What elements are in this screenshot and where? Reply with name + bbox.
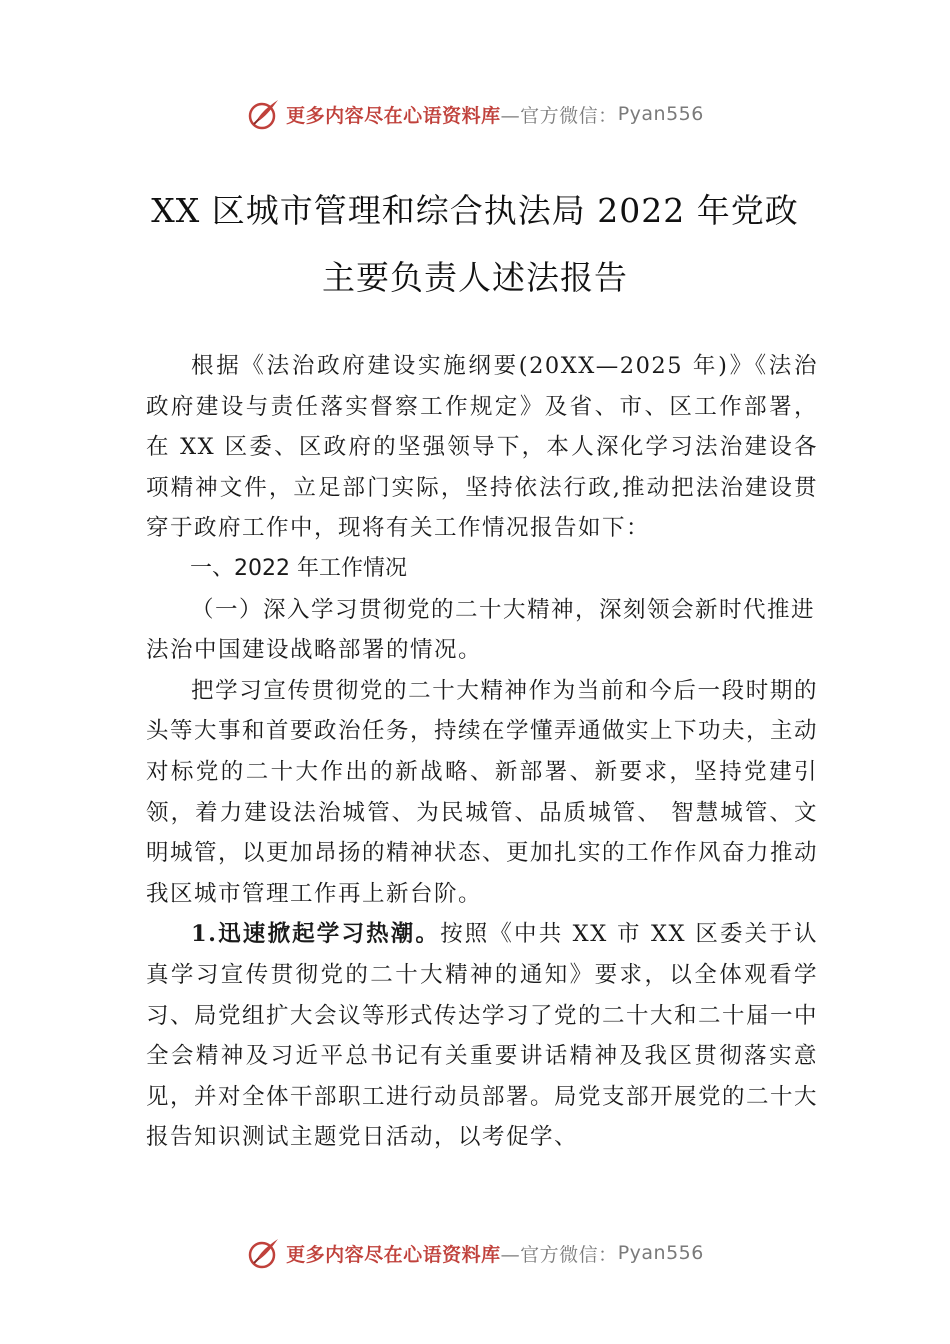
watermark-wechat-id: Pyan556 [617,103,704,125]
item-1-lead: 1.迅速掀起学习热潮。 [191,921,441,948]
document-title-line1: XX 区城市管理和综合执法局 2022 年党政 [151,191,799,230]
intro-paragraph: 根据《法治政府建设实施纲要(20XX—2025 年)》《法治政府建设与责任落实督察工作规定》及省、市、区工作部署， 在 XX 区委、区政府的坚强领导下，本人深化学习法治建设各项精神文件，立足部门实际，坚持依法行政,推动把法治建设贯穿于政府工作中，现将有关工作情况报告如下： [146,353,818,542]
watermark-grey-text: —官方微信： [500,1243,618,1266]
section-heading-1: 一、2022 年工作情况 [190,555,407,581]
watermark-red-text: 更多内容尽在心语资料库 [286,104,501,127]
document-body [146,346,818,1158]
item-1-paragraph [146,914,818,1158]
watermark-banner-bottom [0,1233,950,1273]
document-title-line2: 主要负责人述法报告 [322,258,628,297]
watermark-red-text: 更多内容尽在心语资料库 [286,1243,501,1266]
paragraph-2: 把学习宣传贯彻党的二十大精神作为当前和今后一段时期的头等大事和首要政治任务，持续在学懂弄通做实上下功夫，主动对标党的二十大作出的新战略、新部署、新要求，坚持党建引领，着力建设法治城管、为民城管、品质城管、 智慧城管、文明城管，以更加昂扬的精神状态、更加扎实的工作作风奋力推动我区城市管理工作再上新台阶。 [146,677,819,907]
quill-logo-icon [246,1235,282,1271]
watermark-banner-top [0,94,950,134]
subsection-heading-1: （一）深入学习贯彻党的二十大精神，深刻领会新时代推进法治中国建设战略部署的情况。 [146,596,816,664]
quill-logo-icon [246,96,282,132]
item-1-text: 按照《中共 XX 市 XX 区委关于认真学习宣传贯彻党的二十大精神的通知》要求，以全体观看学习、局党组扩大会议等形式传达学习了党的二十大和二十届一中全会精神及习近平总书记有关重要讲话精神及我区贯彻落实意见，并对全体干部职工进行动员部署。局党支部开展党的二十大报告知识测试主题党日活动，以考促学、 [146,921,819,1151]
watermark-grey-text: —官方微信： [500,104,618,127]
watermark-wechat-id: Pyan556 [617,1242,704,1264]
